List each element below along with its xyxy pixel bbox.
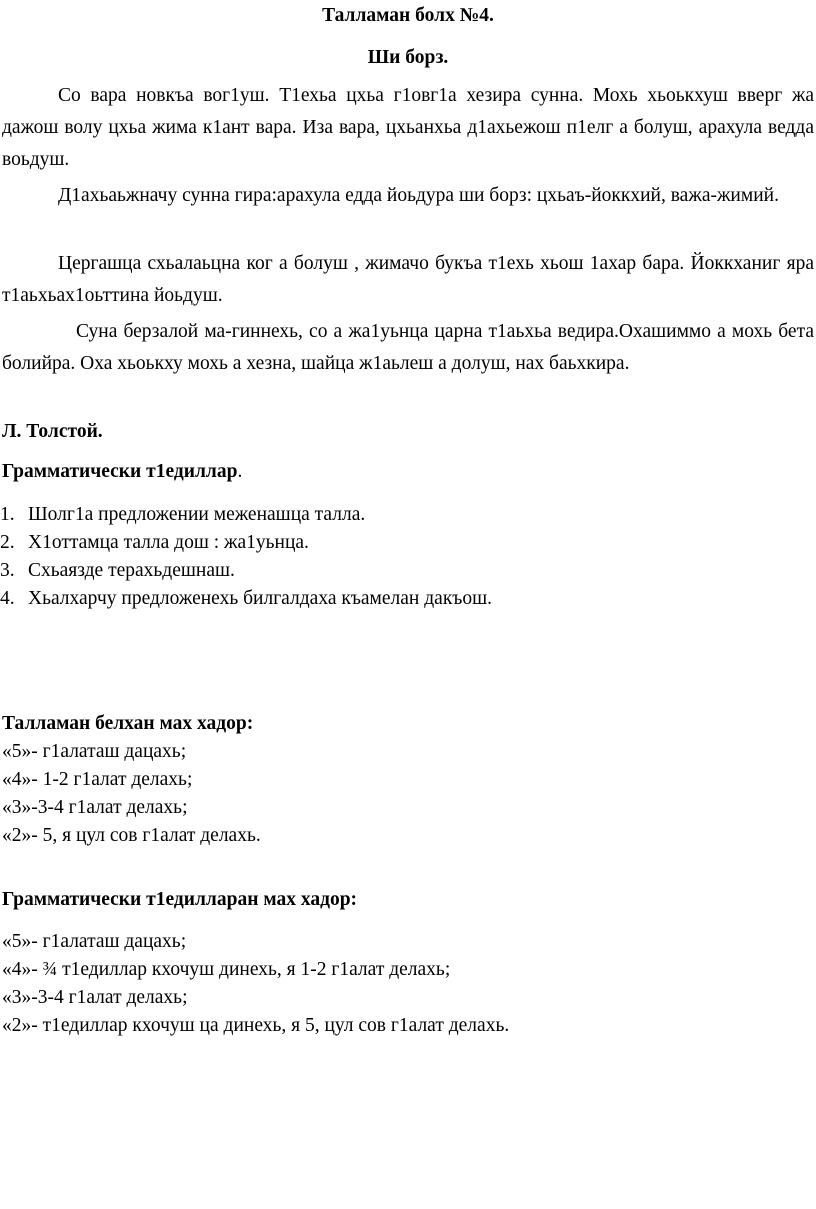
list-item: «5»- г1алаташ дацахь;	[2, 741, 187, 762]
list-item	[0, 585, 780, 613]
grammar-heading-line	[2, 456, 816, 488]
task-text: Шолг1а предложении меженашца талла.	[28, 504, 366, 525]
list-item: «3»-3-4 г1алат делахь;	[2, 797, 188, 818]
list-item: «4»- ¾ т1едиллар кхочуш динехь, я 1-2 г1алат делахь;	[2, 959, 451, 980]
task-number: 3.	[0, 560, 15, 581]
list-item: «3»-3-4 г1алат делахь;	[2, 987, 188, 1008]
grammar-heading-dot: .	[237, 461, 243, 482]
grading-heading: Талламан белхан мах хадор:	[2, 713, 254, 734]
list-item	[0, 557, 780, 585]
list-item	[0, 501, 780, 529]
list-item: «5»- г1алаташ дацахь;	[2, 931, 187, 952]
story-paragraph-1	[2, 80, 814, 176]
story-paragraph-text: Цергашца схьалаьцна ког а болуш , жимачо букъа т1ехь хьош 1ахар бара. Йоккханиг яра т1аьхьах1оьттина йоьдуш.	[2, 253, 814, 306]
grading-list	[2, 738, 782, 850]
story-paragraph-text: Суна берзалой ма-гиннехь, со а жа1уьнца царна т1аьхьа ведира.Охашиммо а мохь бета болийра. Оха хьоькху мохь а хезна, шайца ж1аьлеш а долуш, нах баьхкира.	[2, 321, 814, 374]
story-paragraph-text: Со вара новкъа вог1уш. Т1ехьа цхьа г1овг1а хезира сунна. Мохь хьоькхуш вверг жа дажош волу цхьа жима к1ант вара. Иза вара, цхьанхьа д1ахьежош п1елг а болуш, арахула ведда воьдуш.	[2, 85, 814, 170]
task-list	[0, 501, 780, 613]
task-number: 2.	[0, 532, 15, 553]
story-paragraph-3	[2, 248, 814, 312]
task-text: Хьалхарчу предложенехь билгалдаха къамелан дакъош.	[28, 588, 493, 609]
task-number: 1.	[0, 504, 15, 525]
page-title: Талламан болх №4.	[322, 5, 494, 26]
grammar-grading-heading: Грамматически т1едилларан мах хадор:	[2, 889, 358, 910]
grammar-heading: Грамматически т1едиллар	[2, 461, 238, 482]
list-item	[0, 529, 780, 557]
author: Л. Толстой.	[2, 421, 103, 442]
list-item: «4»- 1-2 г1алат делахь;	[2, 769, 193, 790]
page-subtitle: Ши борз.	[367, 47, 449, 68]
story-paragraph-2	[2, 180, 814, 212]
list-item: «2»- 5, я цул сов г1алат делахь.	[2, 825, 261, 846]
task-text: Схьаязде терахьдешнаш.	[28, 560, 235, 581]
story-paragraph-text: Д1ахьаьжначу сунна гира:арахула едда йоьдура ши борз: цхьаъ-йоккхий, важа-жимий.	[58, 185, 779, 206]
list-item: «2»- т1едиллар кхочуш ца динехь, я 5, цул сов г1алат делахь.	[2, 1015, 510, 1036]
story-paragraph-4	[2, 316, 814, 380]
grammar-grading-list	[2, 928, 782, 1040]
task-text: Х1оттамца талла дош : жа1уьнца.	[28, 532, 309, 553]
task-number: 4.	[0, 588, 15, 609]
